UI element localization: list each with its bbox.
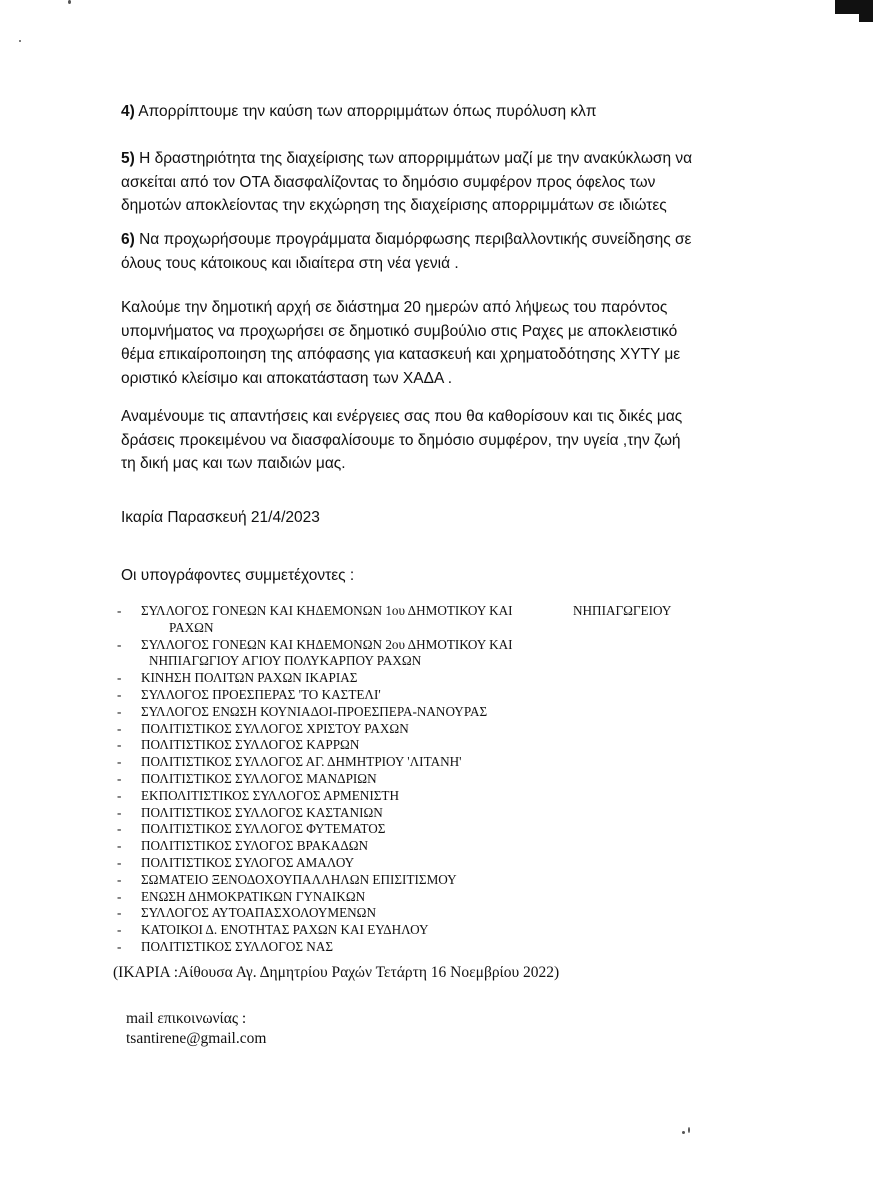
list-marker: - — [117, 871, 122, 887]
paragraph-line: θέμα επικαίροποιηση της απόφασης για κατασκευή και χρηματοδότησης ΧΥΤΥ με — [121, 346, 681, 363]
scan-speck — [688, 1127, 690, 1133]
signer-name — [141, 939, 737, 956]
list-marker: - — [117, 770, 122, 786]
signer-item — [117, 637, 737, 671]
signer-item — [117, 872, 737, 889]
signer-item — [117, 704, 737, 721]
paragraph-expectation — [121, 405, 731, 476]
signer-name — [141, 687, 737, 704]
contact-block — [126, 1009, 266, 1049]
signer-item — [117, 922, 737, 939]
paragraph-line: όλους τους κάτοικους και ιδιαίτερα στη νέα γενιά . — [121, 254, 459, 272]
item-number: 5) — [121, 150, 135, 167]
signer-item — [117, 905, 737, 922]
signer-name-line: ΚΙΝΗΣΗ ΠΟΛΙΤΩΝ ΡΑΧΩΝ ΙΚΑΡΙΑΣ — [141, 670, 358, 686]
item-number: 6) — [121, 231, 135, 248]
list-marker: - — [117, 703, 122, 719]
signer-name — [141, 788, 737, 805]
signer-item — [117, 939, 737, 956]
list-marker: - — [117, 938, 122, 954]
paragraph-line: ασκείται από τον ΟΤΑ διασφαλίζοντας το δημόσιο συμφέρον προς όφελος των — [121, 173, 656, 191]
signer-name — [141, 670, 737, 687]
paragraph-line: Καλούμε την δημοτική αρχή σε διάστημα 20 ημερών από λήψεως του παρόντος — [121, 299, 668, 316]
signers-list — [117, 603, 737, 956]
signer-name — [141, 704, 737, 721]
signer-name — [141, 721, 737, 738]
list-marker: - — [117, 720, 122, 736]
list-marker: - — [117, 737, 122, 753]
list-marker: - — [117, 787, 122, 803]
signer-name — [141, 805, 737, 822]
signer-name-line: ΠΟΛΙΤΙΣΤΙΚΟΣ ΣΥΛΛΟΓΟΣ ΚΑΡΡΩΝ — [141, 737, 360, 753]
list-marker: - — [117, 922, 122, 938]
list-marker: - — [117, 854, 122, 870]
signer-item — [117, 670, 737, 687]
scan-mark — [859, 0, 873, 22]
signer-name-line: ΕΝΩΣΗ ΔΗΜΟΚΡΑΤΙΚΩΝ ΓΥΝΑΙΚΩΝ — [141, 888, 366, 904]
signer-item — [117, 805, 737, 822]
signer-name — [141, 889, 737, 906]
list-marker: - — [117, 804, 122, 820]
contact-label: mail επικοινωνίας : — [126, 1010, 247, 1027]
signer-name-line: ΠΟΛΙΤΙΣΤΙΚΟΣ ΣΥΛΛΟΓΟΣ ΧΡΙΣΤΟΥ ΡΑΧΩΝ — [141, 720, 409, 736]
meeting-note: (ΙΚΑΡΙΑ :Αίθουσα Αγ. Δημητρίου Ραχών Τετάρτη 16 Νοεμβρίου 2022) — [113, 964, 560, 981]
paragraph-line: οριστικό κλείσιμο και αποκατάσταση των ΧΑΔΑ . — [121, 369, 453, 387]
signer-name — [141, 922, 737, 939]
signer-name-line: ΠΟΛΙΤΙΣΤΙΚΟΣ ΣΥΛΛΟΓΟΣ ΚΑΣΤΑΝΙΩΝ — [141, 804, 383, 820]
paragraph-5 — [121, 147, 731, 218]
signer-item — [117, 788, 737, 805]
signer-name-line: ΣΩΜΑΤΕΙΟ ΞΕΝΟΔΟΧΟΥΠΑΛΛΗΛΩΝ ΕΠΙΣΙΤΙΣΜΟΥ — [141, 871, 457, 887]
signer-item — [117, 889, 737, 906]
signer-name-overflow: ΝΗΠΙΑΓΩΓΕΙΟΥ — [573, 603, 672, 618]
signer-item — [117, 737, 737, 754]
paragraph-text: Απορρίπτουμε την καύση των απορριμμάτων όπως πυρόλυση κλπ — [134, 103, 597, 120]
signer-name-continuation: ΡΑΧΩΝ — [169, 619, 214, 635]
signer-name — [141, 821, 737, 838]
paragraph-line: δημοτών αποκλείοντας την εκχώρηση της διαχείρισης απορριμμάτων σε ιδιώτες — [121, 197, 667, 214]
paragraph-line: Να προχωρήσουμε προγράμματα διαμόρφωσης περιβαλλοντικής συνείδησης σε — [134, 231, 692, 248]
signer-item — [117, 754, 737, 771]
signer-item — [117, 838, 737, 855]
signer-name-line: ΠΟΛΙΤΙΣΤΙΚΟΣ ΣΥΛΛΟΓΟΣ ΝΑΣ — [141, 938, 334, 954]
signer-name-line: ΣΥΛΛΟΓΟΣ ΑΥΤΟΑΠΑΣΧΟΛΟΥΜΕΝΩΝ — [141, 905, 376, 921]
signer-name-line: ΠΟΛΙΤΙΣΤΙΚΟΣ ΣΥΛΛΟΓΟΣ ΦΥΤΕΜΑΤΟΣ — [141, 821, 386, 837]
list-marker: - — [117, 821, 122, 837]
paragraph-line: Η δραστηριότητα της διαχείρισης των απορριμμάτων μαζί με την ανακύκλωση να — [134, 150, 693, 167]
signer-name-continuation: ΝΗΠΙΑΓΩΓΙΟΥ ΑΓΙΟΥ ΠΟΛΥΚΑΡΠΟΥ ΡΑΧΩΝ — [149, 653, 422, 669]
paragraph-line: δράσεις προκειμένου να διασφαλίσουμε το δημόσιο συμφέρον, την υγεία ,την ζωή — [121, 431, 681, 449]
signer-name-line: ΠΟΛΙΤΙΣΤΙΚΟΣ ΣΥΛΟΓΟΣ ΑΜΑΛΟΥ — [141, 854, 355, 870]
signer-name — [141, 637, 737, 671]
paragraph-line: υπομνήματος να προχωρήσει σε δημοτικό συμβούλιο στις Ραχες με αποκλειστικό — [121, 322, 678, 340]
signer-item — [117, 687, 737, 704]
paragraph-6 — [121, 228, 731, 275]
signer-name-line: ΣΥΛΛΟΓΟΣ ΓΟΝΕΩΝ ΚΑΙ ΚΗΔΕΜΟΝΩΝ 2ου ΔΗΜΟΤΙΚΟΥ ΚΑΙ — [141, 636, 513, 652]
list-marker: - — [117, 888, 122, 904]
place-date: Ικαρία Παρασκευή 21/4/2023 — [121, 509, 320, 526]
list-marker: - — [117, 636, 122, 652]
signers-heading: Οι υπογράφοντες συμμετέχοντες : — [121, 567, 355, 584]
scan-speck — [19, 40, 21, 42]
signer-name — [141, 838, 737, 855]
signer-name — [141, 905, 737, 922]
signer-item — [117, 771, 737, 788]
list-marker: - — [117, 603, 122, 618]
signer-name-line: ΕΚΠΟΛΙΤΙΣΤΙΚΟΣ ΣΥΛΛΟΓΟΣ ΑΡΜΕΝΙΣΤΗ — [141, 787, 399, 803]
scan-speck — [682, 1131, 685, 1134]
paragraph-4 — [121, 100, 731, 124]
item-number: 4) — [121, 103, 135, 120]
contact-email: tsantirene@gmail.com — [126, 1030, 267, 1047]
list-marker: - — [117, 838, 122, 854]
signer-name — [141, 771, 737, 788]
signer-name — [141, 737, 737, 754]
paragraph-line: τη δική μας και των παιδιών μας. — [121, 455, 346, 472]
signer-name-line: ΠΟΛΙΤΙΣΤΙΚΟΣ ΣΥΛΛΟΓΟΣ ΜΑΝΔΡΙΩΝ — [141, 770, 377, 786]
list-marker: - — [117, 686, 122, 702]
signer-name-line: ΣΥΛΛΟΓΟΣ ΠΡΟΕΣΠΕΡΑΣ 'ΤΟ ΚΑΣΤΕΛΙ' — [141, 686, 381, 702]
signer-name-line: ΚΑΤΟΙΚΟΙ Δ. ΕΝΟΤΗΤΑΣ ΡΑΧΩΝ ΚΑΙ ΕΥΔΗΛΟΥ — [141, 922, 429, 938]
signer-item — [117, 821, 737, 838]
scan-speck — [68, 0, 71, 4]
signer-name-line: ΠΟΛΙΤΙΣΤΙΚΟΣ ΣΥΛΛΟΓΟΣ ΑΓ. ΔΗΜΗΤΡΙΟΥ 'ΛΙΤΑΝΗ' — [141, 754, 462, 770]
signer-name — [141, 872, 737, 889]
signer-name-line: ΠΟΛΙΤΙΣΤΙΚΟΣ ΣΥΛΟΓΟΣ ΒΡΑΚΑΔΩΝ — [141, 838, 369, 854]
paragraph-request — [121, 296, 731, 390]
list-marker: - — [117, 754, 122, 770]
list-marker: - — [117, 905, 122, 921]
signer-name-line: ΣΥΛΛΟΓΟΣ ΓΟΝΕΩΝ ΚΑΙ ΚΗΔΕΜΟΝΩΝ 1ου ΔΗΜΟΤΙΚΟΥ ΚΑΙ — [141, 603, 513, 618]
signer-item — [117, 855, 737, 872]
signer-name — [141, 754, 737, 771]
signer-item — [117, 603, 737, 637]
signer-item — [117, 721, 737, 738]
list-marker: - — [117, 670, 122, 686]
signer-name — [141, 855, 737, 872]
signer-name-line: ΣΥΛΛΟΓΟΣ ΕΝΩΣΗ ΚΟΥΝΙΑΔΟΙ-ΠΡΟΕΣΠΕΡΑ-ΝΑΝΟΥΡΑΣ — [141, 703, 488, 719]
paragraph-line: Αναμένουμε τις απαντήσεις και ενέργειες σας που θα καθορίσουν και τις δικές μας — [121, 408, 683, 425]
